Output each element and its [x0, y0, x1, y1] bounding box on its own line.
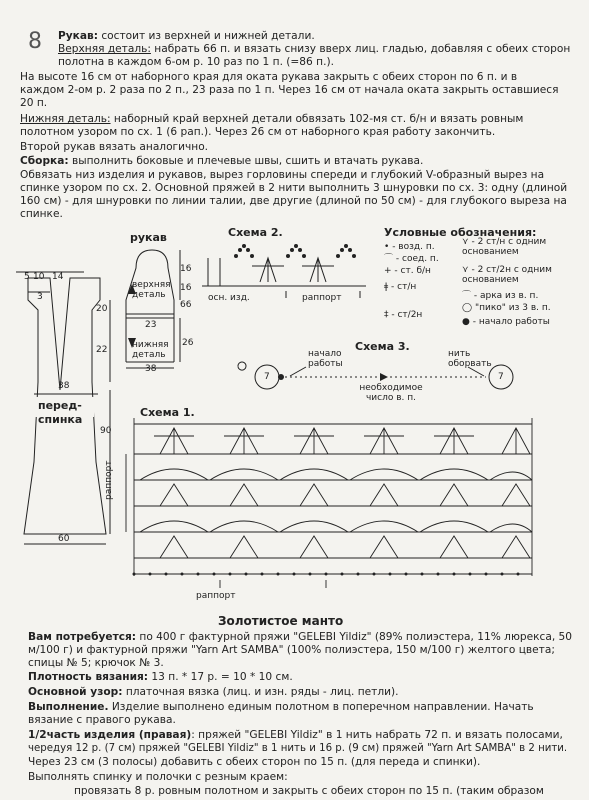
legend-stn: ǂ - ст/н — [384, 282, 417, 292]
intro-line-12: спинке узором по сх. 2. Основной пряжей в 2 нити выполнить 3 шнуровки по сх. 3: одну (длиной — [20, 182, 568, 194]
start-dot-icon: ● — [462, 317, 470, 327]
t-stitch-icon: ǂ — [384, 282, 389, 292]
scheme-2-title: Схема 2. — [228, 226, 283, 239]
dim-14: 14 — [52, 272, 64, 282]
legend-st2n: ‡ - ст/2н — [384, 310, 423, 320]
dim-60: 60 — [58, 534, 70, 544]
dim-38: 38 — [58, 381, 70, 391]
manto-line-11: Выполнять спинку и полочки с резным краем: — [28, 771, 288, 783]
sleeve-dim-16a: 16 — [180, 264, 192, 274]
scheme-2-rapport: раппорт — [302, 293, 342, 303]
body-label-2: спинка — [38, 413, 83, 426]
dim-3: 3 — [37, 292, 43, 302]
dim-10: 10 — [33, 272, 45, 282]
double-t-stitch-icon: ‡ — [384, 310, 389, 320]
manto-line-12: провязать 8 р. ровным полотном и закрыть с обеих сторон по 15 п. (таким образом — [74, 785, 544, 797]
legend-title: Условные обозначения: — [384, 226, 537, 239]
legend-start: ● - начало работы — [462, 317, 550, 327]
scheme-2-osn-izd: осн. изд. — [208, 293, 250, 303]
intro-line-5: каждом 2-ом р. 2 раза по 2 п., 23 раза по 1 п. Через 16 см от начала оката закрыть оставшиеся — [20, 84, 559, 96]
intro-line-4: На высоте 16 см от наборного края для оката рукава закрыть с обеих сторон по 6 п. и в — [20, 71, 518, 83]
intro-line-14: спинке. — [20, 208, 63, 220]
legend-st2n2: ⋎ - 2 ст/2н с одним основанием — [462, 265, 552, 285]
intro-line-8: полотном узором по сх. 1 (6 рап.). Через 26 см от наборного края работу закончить. — [20, 126, 496, 138]
intro-line-2: Верхняя деталь: набрать 66 п. и вязать снизу вверх лиц. гладью, добавляя с обеих сторон — [58, 43, 571, 55]
manto-title: Золотистое манто — [218, 614, 344, 628]
scheme-1-chart — [120, 414, 550, 589]
intro-line-10: Сборка: выполнить боковые и плечевые швы, сшить и втачать рукава. — [20, 155, 424, 167]
dim-22: 22 — [96, 345, 108, 355]
sleeve-title: рукав — [130, 231, 167, 244]
dim-20: 20 — [96, 304, 108, 314]
intro-line-3: полотна в каждом 6-ом р. 10 раз по 1 п. (=86 п.). — [58, 56, 334, 68]
manto-line-8: 1/2часть изделия (правая): пряжей "GELEBI Yildiz" в 1 нить набрать 72 п. и вязать полосами, — [28, 729, 563, 741]
scheme-1-rapport-vertical: раппорт — [104, 460, 114, 500]
intro-line-6: 20 п. — [20, 97, 48, 109]
intro-line-1: Рукав: состоит из верхней и нижней детали. — [58, 30, 315, 42]
sleeve-upper-label: верхняя деталь — [132, 280, 171, 300]
sleeve-dim-66: 66 — [180, 300, 192, 310]
sleeve-dim-26: 26 — [182, 338, 194, 348]
manto-line-7: вязание с правого рукава. — [28, 714, 176, 726]
legend-stbn: + - ст. б/н — [384, 266, 431, 276]
plus-icon: + — [384, 266, 392, 276]
scheme-3-needed-count: необходимое число в. п. — [359, 383, 423, 403]
scheme-3-start-work: начало работы — [308, 349, 343, 369]
sleeve-dim-16b: 16 — [180, 283, 192, 293]
scheme-2-chart — [200, 238, 370, 298]
intro-line-11: Обвязать низ изделия и рукавов, вырез горловины спереди и глубокий V-образный вырез на — [20, 169, 545, 181]
dim-5: 5 — [24, 272, 30, 282]
dim-90: 90 — [100, 426, 112, 436]
arc-icon: ⌒ — [384, 254, 394, 264]
arch-icon: ⌒ — [462, 291, 472, 301]
legend-vp: • - возд. п. — [384, 242, 435, 252]
body-schematic — [14, 262, 134, 562]
manto-line-9: чередуя 12 р. (7 см) пряжей "GELEBI Yildiz" в 1 нить и 16 р. (9 см) пряжей "Yarn Art SAMBA" в 2 нити. — [28, 743, 568, 754]
manto-line-1: Вам потребуется: по 400 г фактурной пряжи "GELEBI Yildiz" (89% полиэстера, 11% люрекса, 50 — [28, 631, 573, 643]
page-number: 8 — [28, 29, 42, 54]
manto-line-10: Через 23 см (3 полосы) добавить с обеих сторон по 15 п. (для переда и спинки). — [28, 756, 481, 768]
scheme-3-title: Схема 3. — [355, 340, 410, 353]
manto-line-5: Основной узор: платочная вязка (лиц. и изн. ряды - лиц. петли). — [28, 686, 399, 698]
intro-line-7: Нижняя деталь: наборный край верхней детали обвязать 102-мя ст. б/н и вязать ровным — [20, 113, 524, 125]
legend-soed: ⌒ - соед. п. — [384, 254, 439, 264]
intro-line-9: Второй рукав вязать аналогично. — [20, 141, 209, 153]
v-stitch-icon: ⋎ — [462, 237, 469, 247]
body-label-1: перед- — [38, 399, 82, 412]
legend-pico: ◯ "пико" из 3 в. п. — [462, 303, 551, 313]
manto-line-4: Плотность вязания: 13 п. * 17 р. = 10 * 10 см. — [28, 671, 293, 683]
intro-line-13: 160 см) - для шнуровки по линии талии, две другие (длиной по 50 см) - для глубокого выреза на — [20, 195, 567, 207]
manto-line-6: Выполнение. Изделие выполнено единым полотном в поперечном направлении. Начать — [28, 701, 534, 713]
scheme-3-seven-left: 7 — [264, 372, 270, 382]
scheme-3-cut-thread: нить оборвать — [448, 349, 492, 369]
sleeve-dim-23: 23 — [145, 320, 157, 330]
scheme-1-title: Схема 1. — [140, 406, 195, 419]
legend-st2n-one: ⋎ - 2 ст/н с одним основанием — [462, 237, 547, 257]
sleeve-lower-label: нижняя деталь — [132, 340, 169, 360]
manto-line-3: спицы № 5; крючок № 3. — [28, 657, 164, 669]
scheme-3-seven-right: 7 — [498, 372, 504, 382]
sleeve-dim-38: 38 — [145, 364, 157, 374]
double-v-stitch-icon: ⋎ — [462, 265, 469, 275]
dot-icon: • — [384, 242, 390, 252]
pico-icon: ◯ — [462, 303, 473, 313]
scheme-1-rapport-horizontal: раппорт — [196, 591, 236, 601]
legend-arch: ⌒ - арка из в. п. — [462, 291, 539, 301]
manto-line-2: м/100 г) и фактурной пряжи "Yarn Art SAMBA" (100% полиэстера, 150 м/100 г) желтого цвета; — [28, 644, 555, 656]
